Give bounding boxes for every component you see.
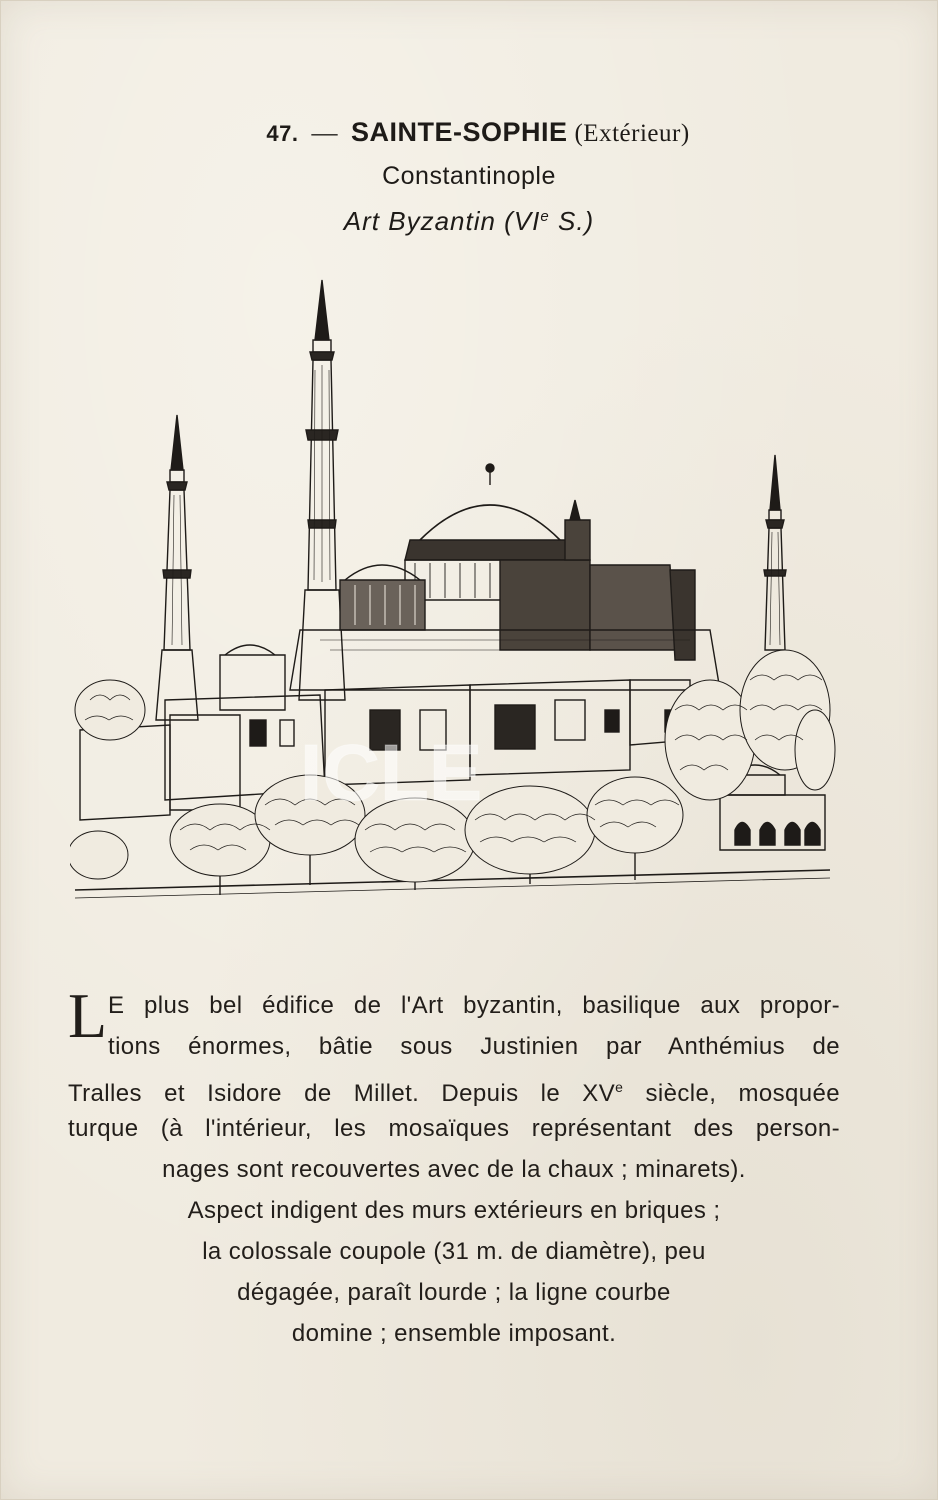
drop-cap: L <box>68 980 108 1051</box>
text-line-9: domine ; ensemble imposant. <box>291 1320 617 1347</box>
text-line-3 <box>68 1067 840 1108</box>
art-style-end: S.) <box>549 206 595 236</box>
plate-number: 47. <box>266 121 299 146</box>
art-style-label <box>0 198 938 236</box>
title-dash: — <box>311 118 338 147</box>
description-paragraph <box>68 980 841 1354</box>
art-style-text: Art Byzantin (VI <box>343 206 541 236</box>
text-line-4: turque (à l'intérieur, les mosaïques représentant des person- <box>68 1115 840 1142</box>
monument-title: SAINTE-SOPHIE <box>350 117 568 147</box>
text-line-3-b: siècle, mosquée <box>623 1080 841 1107</box>
text-line-3-a: Tralles et Isidore de Millet. Depuis le XV <box>68 1080 616 1107</box>
text-line-1: E plus bel édifice de l'Art byzantin, basilique aux propor- <box>108 992 840 1019</box>
century-superscript: e <box>615 1079 624 1095</box>
text-line-8: dégagée, paraît lourde ; la ligne courbe <box>237 1279 671 1306</box>
text-line-5: nages sont recouvertes avec de la chaux ; minarets). <box>162 1156 746 1183</box>
hagia-sophia-illustration <box>70 270 840 920</box>
art-style-superscript: e <box>540 208 550 225</box>
title-line <box>18 112 938 152</box>
text-line-2: tions énormes, bâtie sous Justinien par Anthémius de <box>108 1033 840 1060</box>
view-subtitle: (Extérieur) <box>574 120 690 147</box>
caption-header <box>0 112 938 236</box>
location-label: Constantinople <box>382 162 556 190</box>
text-line-7: la colossale coupole (31 m. de diamètre), peu <box>202 1238 706 1265</box>
text-line-6: Aspect indigent des murs extérieurs en briques ; <box>187 1197 721 1224</box>
watermark-text: ICLE <box>300 728 483 817</box>
